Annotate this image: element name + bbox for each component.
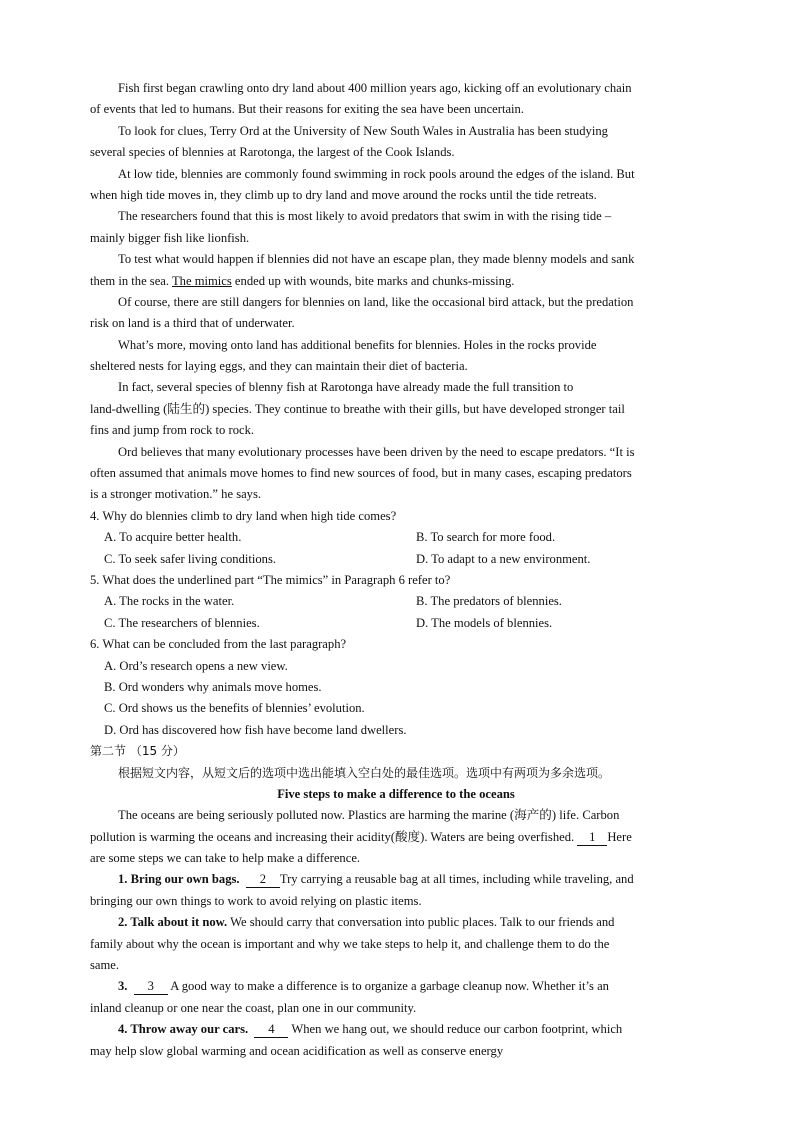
question-5-stem: 5. What does the underlined part “The mimics” in Paragraph 6 refer to? xyxy=(90,572,451,587)
step-3-line-2: inland cleanup or one near the coast, plan one in our community. xyxy=(90,1000,417,1015)
section-2-heading: 第二节 （15 分） xyxy=(90,744,185,759)
paragraph-1-line-2: of events that led to humans. But their reasons for exiting the sea have been uncertain. xyxy=(90,102,524,117)
step-3-heading: 3. xyxy=(118,979,128,994)
question-6-stem: 6. What can be concluded from the last paragraph? xyxy=(90,637,347,652)
question-5-options-row-2 xyxy=(90,613,702,634)
step-2-line-2: family about why the ocean is important and why we take steps to help it, and challenge them to do the xyxy=(90,936,610,951)
paragraph-8-line-2: land-dwelling (陆生的) species. They continue to breathe with their gills, but have developed stronger tail xyxy=(90,401,625,416)
blank-4[interactable]: 4 xyxy=(254,1022,288,1038)
step-2-line-1 xyxy=(90,912,702,933)
question-6-option-b[interactable]: B. Ord wonders why animals move homes. xyxy=(104,679,322,694)
paragraph-6-line-2: risk on land is a third that of underwater. xyxy=(90,316,295,331)
intro-line-2-text: pollution is warming the oceans and increasing their acidity(酸度). Waters are being overfished. xyxy=(90,829,578,844)
step-2-heading: 2. Talk about it now. xyxy=(118,915,228,930)
intro-line-2-tail: Here xyxy=(607,829,632,844)
paragraph-2-line-1: To look for clues, Terry Ord at the University of New South Wales in Australia has been studying xyxy=(118,123,608,138)
step-2-text: We should carry that conversation into public places. Talk to our friends and xyxy=(227,915,615,930)
step-3-text: A good way to make a difference is to organize a garbage cleanup now. Whether it’s an xyxy=(167,979,609,994)
intro-line-2 xyxy=(90,827,702,848)
blank-3[interactable]: 3 xyxy=(134,979,168,995)
paragraph-9-line-3: is a stronger motivation.” he says. xyxy=(90,487,262,502)
underlined-mimics: The mimics xyxy=(171,273,232,288)
section-2-instruction: 根据短文内容，从短文后的选项中选出能填入空白处的最佳选项。选项中有两项为多余选项。 xyxy=(118,765,611,780)
question-4-option-b[interactable]: B. To search for more food. xyxy=(416,530,556,545)
paragraph-4-line-2: mainly bigger fish like lionfish. xyxy=(90,230,250,245)
paragraph-2-line-2: several species of blennies at Rarotonga, the largest of the Cook Islands. xyxy=(90,145,455,160)
step-1-line-2: bringing our own things to work to avoid relying on plastic items. xyxy=(90,893,422,908)
question-4-option-a[interactable]: A. To acquire better health. xyxy=(104,530,242,545)
step-4-line-1 xyxy=(90,1019,702,1040)
question-4-stem: 4. Why do blennies climb to dry land when high tide comes? xyxy=(90,508,397,523)
paragraph-5-line-2 xyxy=(90,271,702,292)
paragraph-8-line-1: In fact, several species of blenny fish at Rarotonga have already made the full transition to xyxy=(118,380,574,395)
step-4-line-2: may help slow global warming and ocean acidification as well as conserve energy xyxy=(90,1043,504,1058)
question-5-options-row-1 xyxy=(90,591,702,612)
paragraph-6-line-1: Of course, there are still dangers for blennies on land, like the occasional bird attack, but the predation xyxy=(118,294,634,309)
question-4-options-row-2 xyxy=(90,549,702,570)
paragraph-5-line-1: To test what would happen if blennies did not have an escape plan, they made blenny models and sank xyxy=(118,252,635,267)
blank-2[interactable]: 2 xyxy=(246,872,280,888)
step-3-line-1 xyxy=(90,976,702,997)
blank-1[interactable]: 1 xyxy=(577,830,607,846)
step-2-line-3: same. xyxy=(90,958,120,973)
paragraph-9-line-2: often assumed that animals move homes to find new sources of food, but in many cases, escaping predators xyxy=(90,466,632,481)
paragraph-3-line-2: when high tide moves in, they climb up to dry land and move around the rocks until the tide retreats. xyxy=(90,187,597,202)
question-4-options-row-1 xyxy=(90,527,702,548)
step-4-heading: 4. Throw away our cars. xyxy=(118,1022,249,1037)
paragraph-7-line-1: What’s more, moving onto land has additional benefits for blennies. Holes in the rocks provide xyxy=(118,337,597,352)
intro-line-3: are some steps we can take to help make a difference. xyxy=(90,851,361,866)
question-6-option-c[interactable]: C. Ord shows us the benefits of blennies’ evolution. xyxy=(104,701,365,716)
paragraph-5-text-post: ended up with wounds, bite marks and chunks-missing. xyxy=(231,273,515,288)
paragraph-4-line-1: The researchers found that this is most likely to avoid predators that swim in with the rising tide – xyxy=(118,209,612,224)
intro-line-1: The oceans are being seriously polluted now. Plastics are harming the marine (海产的) life. Carbon xyxy=(118,808,620,823)
step-1-text: Try carrying a reusable bag at all times, including while traveling, and xyxy=(279,872,634,887)
question-5-option-b[interactable]: B. The predators of blennies. xyxy=(416,594,562,609)
question-5-option-d[interactable]: D. The models of blennies. xyxy=(416,615,553,630)
question-5-option-c[interactable]: C. The researchers of blennies. xyxy=(104,615,260,630)
step-1-heading: 1. Bring our own bags. xyxy=(118,872,240,887)
question-6-option-a[interactable]: A. Ord’s research opens a new view. xyxy=(104,658,288,673)
paragraph-7-line-2: sheltered nests for laying eggs, and they can maintain their diet of bacteria. xyxy=(90,359,468,374)
paragraph-5-text-pre: them in the sea. xyxy=(90,273,172,288)
question-4-option-d[interactable]: D. To adapt to a new environment. xyxy=(416,551,591,566)
question-6-option-d[interactable]: D. Ord has discovered how fish have become land dwellers. xyxy=(104,722,407,737)
paragraph-3-line-1: At low tide, blennies are commonly found swimming in rock pools around the edges of the island. But xyxy=(118,166,635,181)
paragraph-8-line-3: fins and jump from rock to rock. xyxy=(90,423,255,438)
paragraph-1-line-1: Fish first began crawling onto dry land about 400 million years ago, kicking off an evolutionary chain xyxy=(118,81,632,95)
document-page xyxy=(90,78,702,1062)
question-5-option-a[interactable]: A. The rocks in the water. xyxy=(104,594,235,609)
question-4-option-c[interactable]: C. To seek safer living conditions. xyxy=(104,551,277,566)
step-1-line-1 xyxy=(90,869,702,890)
passage-title: Five steps to make a difference to the oceans xyxy=(277,786,515,801)
paragraph-9-line-1: Ord believes that many evolutionary processes have been driven by the need to escape predators. “It is xyxy=(118,444,635,459)
step-4-text: When we hang out, we should reduce our carbon footprint, which xyxy=(288,1022,623,1037)
